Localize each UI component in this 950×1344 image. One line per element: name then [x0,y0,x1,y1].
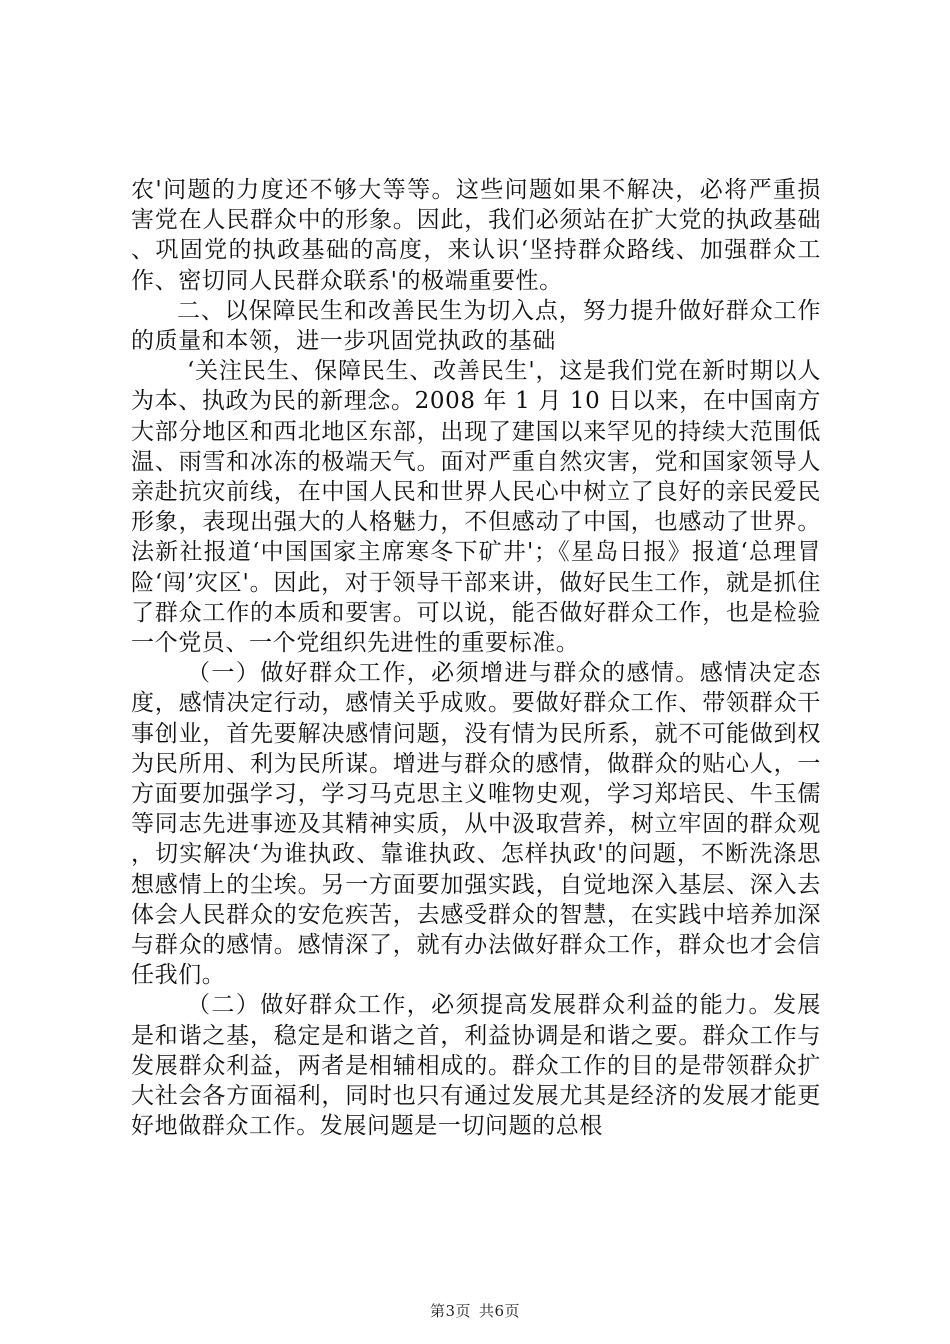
paragraph-livelihood: ‘关注民生、保障民生、改善民生'，这是我们党在新时期以人为本、执政为民的新理念。2008 年 1 月 10 日以来，在中国南方大部分地区和西北地区东部，出现了建国以来罕见的持续大范围低温、雨雪和冰冻的极端天气。面对严重自然灾害，党和国家领导人亲赴抗灾前线，在中国人民和世界人民心中树立了良好的亲民爱民形象，表现出强大的人格魅力，不但感动了中国，也感动了世界。法新社报道‘中国国家主席寒冬下矿井'；《星岛日报》报道‘总理冒险‘闯’灾区'。因此，对于领导干部来讲，做好民生工作，就是抓住了群众工作的本质和要害。可以说，能否做好群众工作，也是检验一个党员、一个党组织先进性的重要标准。 [131,358,821,657]
page-footer [0,1300,950,1321]
page-total: 共6页 [479,1302,521,1320]
paragraph-point-one: （一）做好群众工作，必须增进与群众的感情。感情决定态度，感情决定行动，感情关乎成败。要做好群众工作、带领群众干事创业，首先要解决感情问题，没有情为民所系，就不可能做到权为民所用、利为民所谋。增进与群众的感情，做群众的贴心人，一方面要加强学习，学习马克思主义唯物史观，学习郑培民、牛玉儒等同志先进事迹及其精神实质，从中汲取营养，树立牢固的群众观，切实解决‘为谁执政、靠谁执政、怎样执政'的问题，不断洗涤思想感情上的尘埃。另一方面要加强实践，自觉地深入基层、深入去体会人民群众的安危疾苦，去感受群众的智慧，在实践中培养加深与群众的感情。感情深了，就有办法做好群众工作，群众也才会信任我们。 [131,660,821,989]
section-heading: 二、以保障民生和改善民生为切入点，努力提升做好群众工作的质量和本领，进一步巩固党执政的基础 [131,297,821,355]
paragraph-point-two: （二）做好群众工作，必须提高发展群众利益的能力。发展是和谐之基，稳定是和谐之首，利益协调是和谐之要。群众工作与发展群众利益，两者是相辅相成的。群众工作的目的是带领群众扩大社会各方面福利，同时也只有通过发展尤其是经济的发展才能更好地做群众工作。发展问题是一切问题的总根 [131,992,821,1140]
paragraph-continuation: 农'问题的力度还不够大等等。这些问题如果不解决，必将严重损害党在人民群众中的形象。因此，我们必须站在扩大党的执政基础、巩固党的执政基础的高度，来认识‘坚持群众路线、加强群众工作、密切同人民群众联系'的极端重要性。 [131,177,821,294]
document-body [131,175,821,1142]
page-number: 第3页 [429,1302,471,1320]
